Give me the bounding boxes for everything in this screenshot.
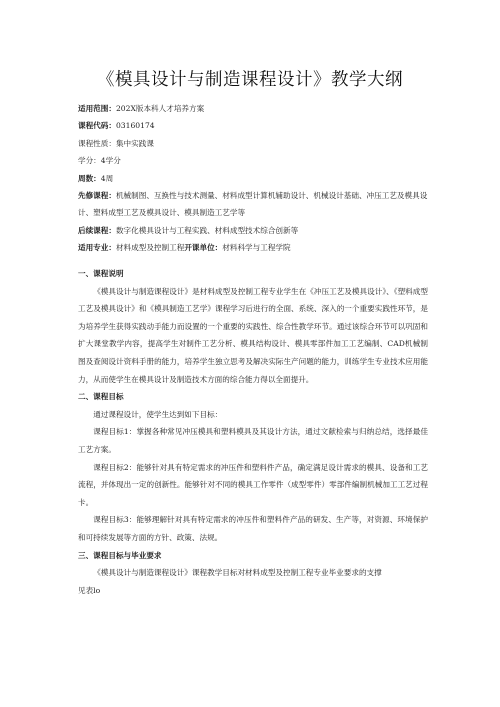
code-label: 课程代码： [78,121,116,131]
pre-label: 先修课程： [78,191,116,201]
major-label: 适用专业： [78,243,116,253]
meta-weeks [78,170,440,187]
section-2-intro: 通过课程设计，使学生达到如下目标： [93,409,223,419]
course-goal-3: 课程目标3：能够理解针对具有特定需求的冲压件和塑料件产品的研发、生产等，对资源、环境保护和可持续发展等方面的方针、政策、法规。 [78,515,428,542]
weeks-label: 周数： [78,173,101,183]
scope-label: 适用范围： [78,104,116,113]
unit-value: 材料科学与工程学院 [222,243,291,253]
meta-credit: 学分：4学分 [78,156,121,166]
section-3-tail: 见表lo [78,585,101,595]
follow-label: 后续课程： [78,225,116,235]
page-title: 《模具设计与制造课程设计》教学大纲 [97,70,403,90]
meta-prerequisites [78,187,440,222]
follow-value: 数字化模具设计与工程实践、材料成型技术综合创新等 [115,225,299,235]
document-body [78,265,428,599]
meta-nature: 课程性质：集中实践课 [78,138,154,148]
code-value: 03160174 [115,121,155,131]
meta-scope [78,100,440,117]
section-3-heading: 三、课程目标与毕业要求 [78,550,162,560]
section-2-heading: 二、课程目标 [78,392,124,402]
meta-follow [78,222,440,239]
course-goal-2: 课程目标2：能够针对具有特定需求的冲压件和塑料件产品，确定满足设计需求的模具、设备和工艺流程，并体现出一定的创新性。能够针对不同的模具工作零件（成型零件）零部件编制机械加工工艺过程卡。 [78,462,428,507]
meta-code [78,117,440,134]
weeks-value: 4周 [100,173,114,183]
course-goal-1: 课程目标1：掌握各种常见冲压模具和塑料模具及其设计方法，通过文献检索与归纳总结，选择最佳工艺方案。 [78,427,428,454]
section-1-paragraph: 《模具设计与制造课程设计》是材料成型及控制工程专业学生在《冲压工艺及模具设计》、《塑料成型工艺及模具设计》和《模具制造工艺学》课程学习后进行的全面、系统、深入的一个重要实践性环节，是为培养学生获得实践动手能力而设置的一个重要的实践性、综合性教学环节。通过该综合环节可以巩固和扩大课堂教学内容，提高学生对制件工艺分析、模具结构设计、模具零部件加工工艺编制、CAD机械制图及查阅设计资料手册的能力，培养学生独立思考及解决实际生产问题的能力，训练学生专业技术应用能力，从而使学生在模具设计及制造技术方面的综合能力得以全面提升。 [78,286,428,384]
pre-value: 机械制图、互换性与技术测量、材料成型计算机辅助设计、机械设计基础、冲压工艺及模具设计、塑料成型工艺及模具设计、模具制造工艺学等 [78,191,428,218]
section-3-paragraph: 《模具设计与制造课程设计》课程教学目标对材料成型及控制工程专业毕业要求的支撑 [93,568,382,578]
major-value: 材料成型及控制工程 [115,243,185,253]
section-1-heading: 一、课程说明 [78,269,124,278]
scope-value: 202X版本科人才培养方案 [115,104,205,113]
meta-major-unit [78,239,440,256]
course-meta [78,100,440,257]
unit-label: 开课单位： [184,243,223,253]
